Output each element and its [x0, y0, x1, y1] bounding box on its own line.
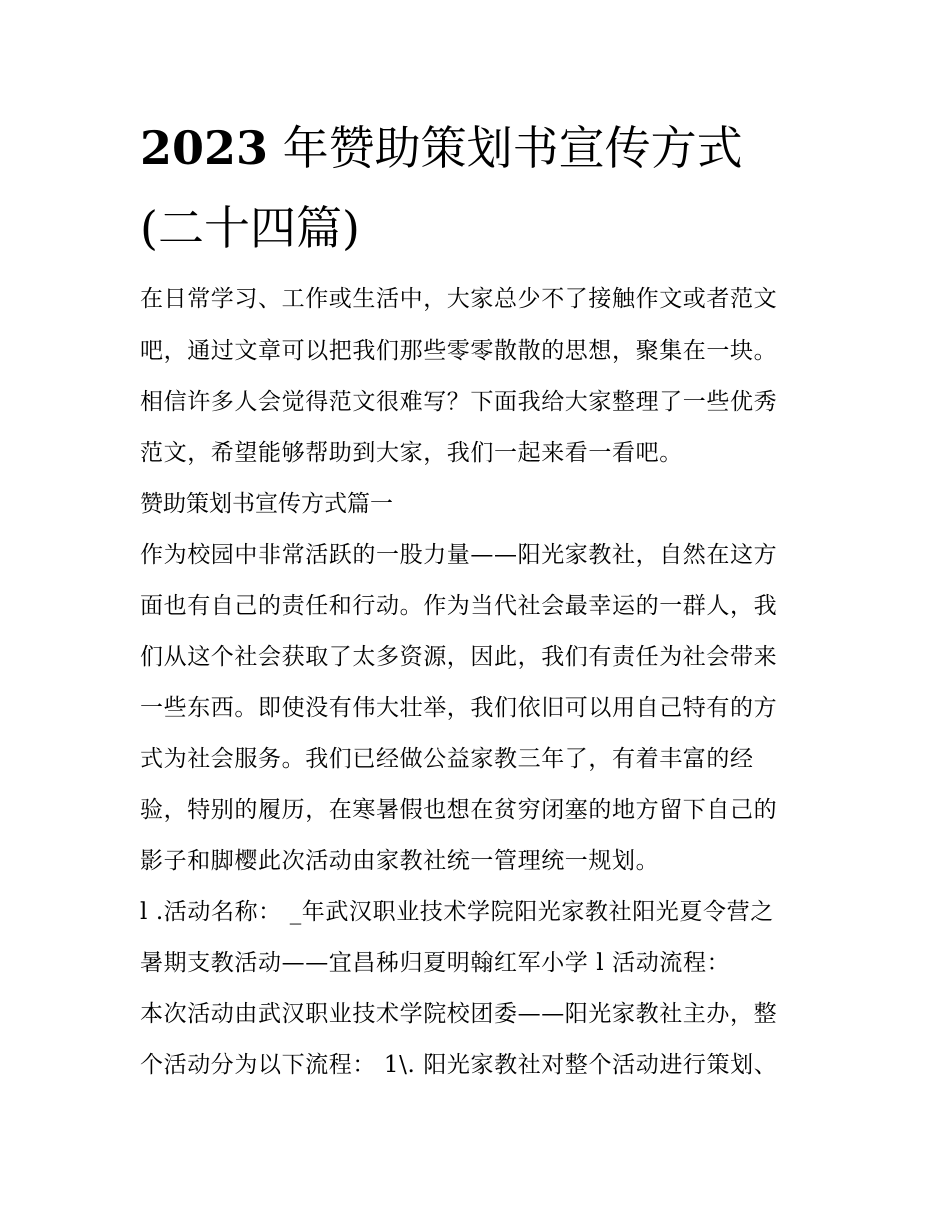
paragraph-line: 吧，通过文章可以把我们那些零零散散的思想，聚集在一块。 [140, 338, 778, 364]
paragraph-line: 本次活动由武汉职业技术学院校团委——阳光家教社主办，整 [140, 1001, 778, 1027]
paragraph-line: 式为社会服务。我们已经做公益家教三年了，有着丰富的经 [140, 746, 754, 772]
paragraph-line: 一些东西。即使没有伟大壮举，我们依旧可以用自己特有的方 [140, 695, 778, 721]
paragraph-line: 面也有自己的责任和行动。作为当代社会最幸运的一群人，我 [140, 593, 778, 619]
paragraph-line: 暑期支教活动——宜昌秭归夏明翰红军小学 l 活动流程： [140, 950, 731, 976]
paragraph-line: 个活动分为以下流程： 1\. 阳光家教社对整个活动进行策划、 [140, 1052, 778, 1078]
paragraph-line: 在日常学习、工作或生活中，大家总少不了接触作文或者范文 [140, 286, 778, 312]
paragraph-line: 验，特别的履历，在寒暑假也想在贫穷闭塞的地方留下自己的 [140, 797, 778, 823]
paragraph-line: l .活动名称： _年武汉职业技术学院阳光家教社阳光夏令营之 [140, 899, 774, 925]
document-title-line-2: (二十四篇) [140, 201, 360, 255]
section-heading: 赞助策划书宣传方式篇一 [140, 491, 393, 517]
document-title-line-1 [140, 122, 820, 174]
paragraph-line: 相信许多人会觉得范文很难写？下面我给大家整理了一些优秀 [140, 389, 778, 415]
paragraph-line: 范文，希望能够帮助到大家，我们一起来看一看吧。 [140, 440, 683, 466]
paragraph-line: 们从这个社会获取了太多资源，因此，我们有责任为社会带来 [140, 644, 778, 670]
title-text: 年赞助策划书宣传方式 [282, 121, 743, 175]
paragraph-line: 作为校园中非常活跃的一股力量——阳光家教社，自然在这方 [140, 542, 778, 568]
paragraph-line: 影子和脚樱此次活动由家教社统一管理统一规划。 [140, 848, 660, 874]
title-year: 2023 [140, 121, 269, 175]
